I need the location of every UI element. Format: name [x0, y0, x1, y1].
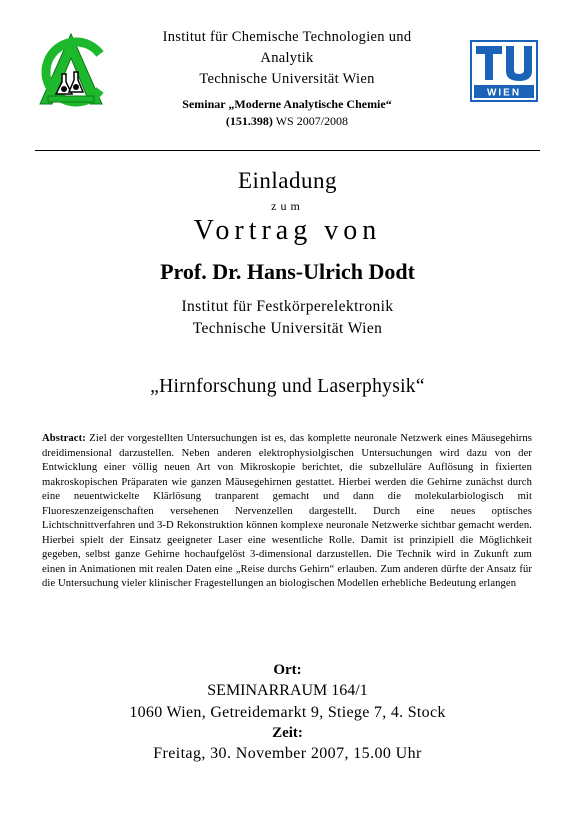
abstract-text: Ziel der vorgestellten Untersuchungen ist es, das komplette neuronale Netzwerk eines Mäusegehirns dreidimensional darzustellen. Neben anderen elektrophysiolgischen Untersuchungen wird dazu von der Entwicklung einer völlig neuen Art von Mikroskopie berichtet, die subzelluläre Auflösung in fixierten makroskopischen Präparaten wie ganzen Mäusegehirnen gestattet. Hierbei werden die Gehirne zunächst durch eine neuentwickelte Klärlösung tranparent gemacht und dann die molekularbiologisch mit Fluoreszenzeigenschaften versehenen Nervenzellen dargestellt. Durch eine neues optisches Lichtschnittverfahren und 3-D Rekonstruktion können komplexe neuronale Netzwerke sichtbar gemacht werden. Hierbei spielt der Einsatz geeigneter Laser eine wesentliche Rolle. Damit ist prinzipiell die Möglichkeit gegeben, selbst ganze Gehirne hochaufgelöst 3-dimensional darzustellen. Die Technik wird in Zukunft zum einen in Animationen mit realen Daten eine „Reise durchs Gehirn“ erlauben. Zum anderen dürfte der Ansatz für die Untersuchung vieler klinischer Fragestellungen an biologischen Modellen erhebliche Bedeutung erlangen	[42, 433, 533, 589]
course-number: (151.398)	[225, 114, 273, 128]
tu-wien-logo	[470, 40, 538, 102]
header-divider	[35, 150, 540, 151]
seminar-prefix: Seminar	[182, 97, 226, 111]
header-block	[120, 27, 454, 130]
seminar-title	[120, 96, 454, 113]
speaker-university: Technische Universität Wien	[192, 320, 383, 337]
ac-logo	[34, 32, 108, 112]
institute-name-line1: Institut für Chemische Technologien und	[162, 29, 412, 45]
address: 1060 Wien, Getreidemarkt 9, Stiege 7, 4. Stock	[129, 704, 446, 721]
talk-title: „Hirnforschung und Laserphysik“	[150, 376, 425, 397]
location-label: Ort:	[273, 662, 302, 678]
tu-wien-subtext: WIEN	[486, 87, 522, 99]
date-time: Freitag, 30. November 2007, 15.00 Uhr	[153, 745, 422, 762]
room-name: SEMINARRAUM 164/1	[207, 682, 368, 699]
course-info	[120, 113, 454, 130]
speaker-institute: Institut für Festkörperelektronik	[181, 298, 394, 315]
abstract-paragraph	[42, 432, 532, 592]
time-label: Zeit:	[272, 725, 303, 741]
institute-name-line2: Analytik	[260, 50, 314, 66]
speaker-affiliation	[0, 296, 575, 340]
invitation-zum: zum	[271, 199, 304, 213]
university-name: Technische Universität Wien	[199, 71, 375, 87]
seminar-name: „Moderne Analytische Chemie“	[228, 97, 392, 111]
talk-heading: Vortrag von	[193, 215, 382, 246]
speaker-name: Prof. Dr. Hans-Ulrich Dodt	[160, 259, 415, 284]
abstract-label: Abstract:	[42, 433, 86, 444]
invitation-heading: Einladung	[237, 168, 338, 193]
semester: WS 2007/2008	[275, 114, 349, 128]
